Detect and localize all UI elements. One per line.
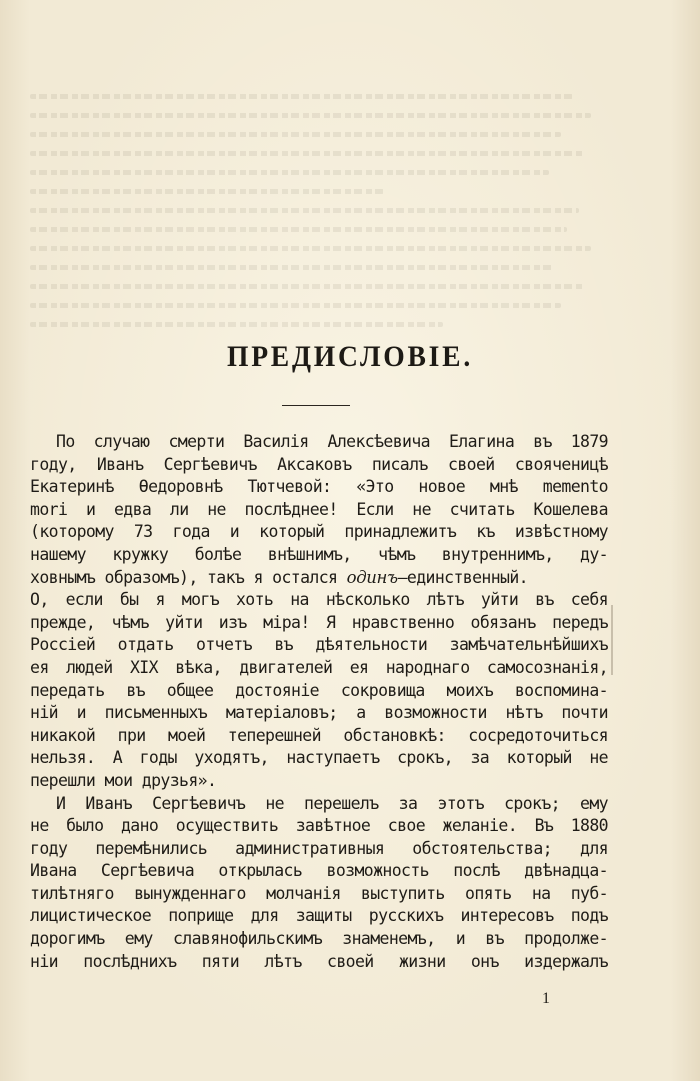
text-line: тилѣтняго вынужденнаго молчанія выступить опять на пуб- [30,883,608,903]
text-line: ніи послѣднихъ пяти лѣтъ своей жизни онъ издержалъ [30,951,608,971]
emphasized-word: одинъ [346,567,398,587]
bleed-through-text [30,80,620,440]
text-fragment: —единственный. [397,567,528,587]
text-line: нельзя. А годы уходятъ, наступаетъ срокъ, за который не [30,748,608,768]
body-text [30,431,608,973]
text-line: дорогимъ ему славянофильскимъ знаменемъ, и въ продолже- [30,929,608,949]
text-line: никакой при моей теперешней обстановкѣ: сосредоточиться [30,725,608,745]
text-line: перешли мои друзья». [30,770,217,790]
text-line: нашему кружку болѣе внѣшнимъ, чѣмъ внутреннимъ, ду- [30,544,608,564]
text-line: Россіей отдать отчетъ въ дѣятельности замѣчательнѣйшихъ [30,635,608,655]
text-line: ній и письменныхъ матеріаловъ; а возможности нѣтъ почти [30,703,608,723]
text-line: mori и едва ли не послѣднее! Если не считать Кошелева [30,499,608,519]
title-divider [282,405,350,406]
text-line: О, если бы я могъ хоть на нѣсколько лѣтъ уйти въ себя [30,590,608,610]
text-line: (которому 73 года и который принадлежитъ къ извѣстному [30,522,608,542]
text-line: По случаю смерти Василія Алексѣевича Елагина въ 1879 [56,432,608,451]
text-line [30,567,608,590]
text-line: И Иванъ Сергѣевичъ не перешелъ за этотъ срокъ; ему [56,793,608,813]
text-line: прежде, чѣмъ уйти изъ міра! Я нравственно обязанъ передъ [30,612,608,632]
text-line: ея людей XIX вѣка, двигателей ея народнаго самосознанія, [30,657,608,677]
text-line: Ивана Сергѣевича открылась возможность послѣ двѣнадца- [30,861,608,881]
page-number: 1 [542,990,550,1007]
text-line: передать въ общее достояніе сокровища моихъ воспомина- [30,680,608,700]
page-title: ПРЕДИСЛОВІЕ. [226,340,474,373]
text-line: лицистическое поприще для защиты русскихъ интересовъ подъ [30,906,608,926]
text-line: Екатеринѣ Ѳедоровнѣ Тютчевой: «Это новое мнѣ memento [30,477,608,497]
text-line: году, Иванъ Сергѣевичъ Аксаковъ писалъ своей свояченицѣ [30,454,608,474]
text-line: году перемѣнились административныя обстоятельства; для [30,838,608,858]
text-fragment: ховнымъ образомъ), такъ я остался [30,567,347,587]
page-crease [611,605,613,675]
text-line: не было дано осуществить завѣтное свое желаніе. Въ 1880 [30,816,608,836]
